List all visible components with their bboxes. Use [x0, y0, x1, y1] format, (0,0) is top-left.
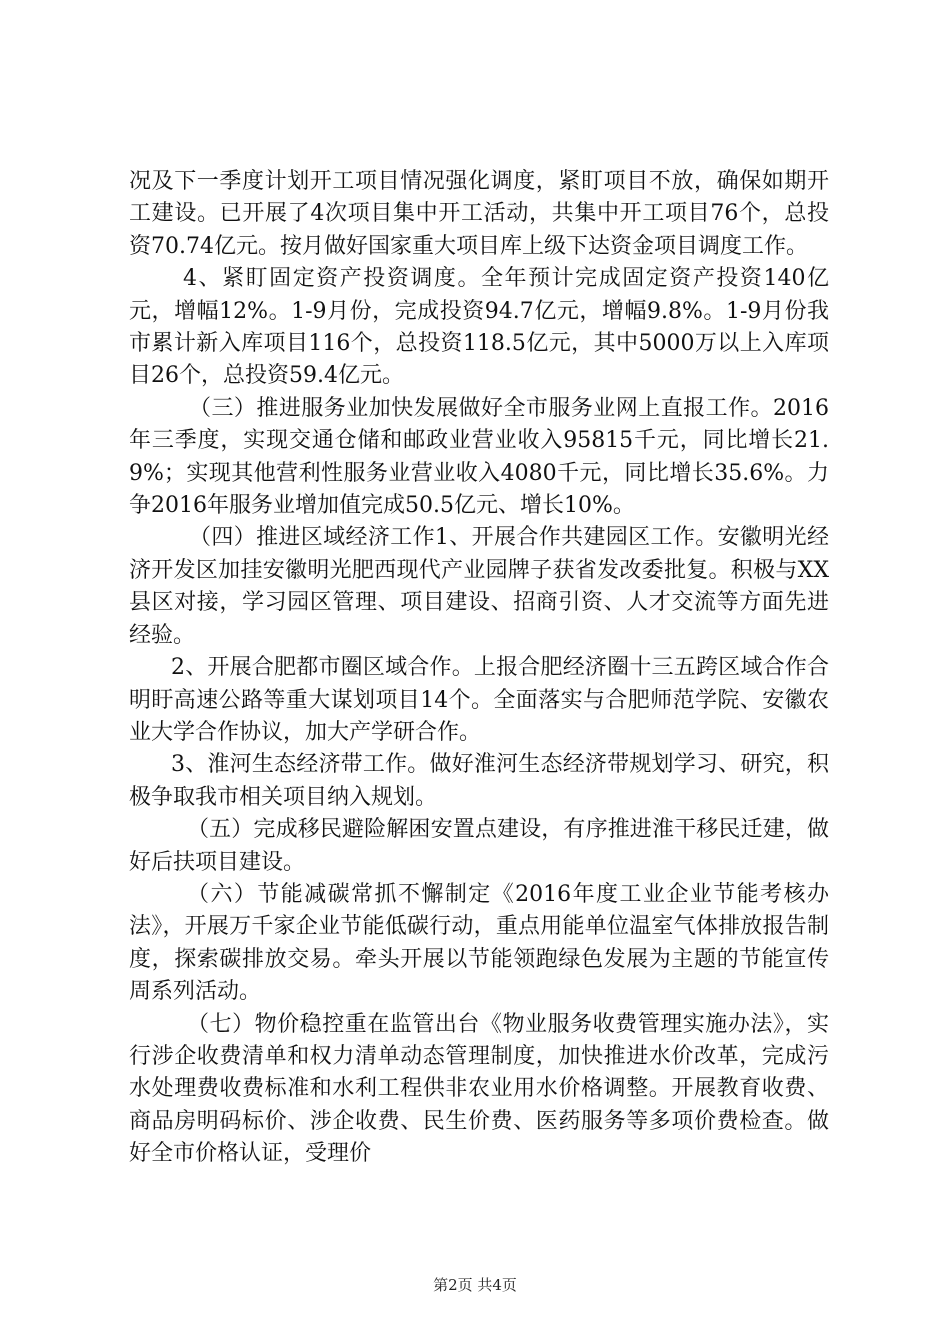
paragraph-huaihe-eco-belt: 3、淮河生态经济带工作。做好淮河生态经济带规划学习、研究，积极争取我市相关项目纳入规划。 — [129, 752, 829, 810]
paragraph-service-industry: （三）推进服务业加快发展做好全市服务业网上直报工作。2016年三季度，实现交通仓储和邮政业营业收入95815千元，同比增长21.9%；实现其他营利性服务业营业收入4080千元，同比增长35.6%。力争2016年服务业增加值完成50.5亿元、增长10%。 — [129, 395, 829, 519]
paragraph-fixed-asset-investment: 4、紧盯固定资产投资调度。全年预计完成固定资产投资140亿元，增幅12%。1-9月份，完成投资94.7亿元，增幅9.8%。1-9月份我市累计新入库项目116个，总投资118.5亿元，其中5000万以上入库项目26个，总投资59.4亿元。 — [129, 266, 829, 389]
page-number-footer: 第2页 共4页 — [433, 1276, 517, 1294]
paragraph-price-control: （七）物价稳控重在监管出台《物业服务收费管理实施办法》，实行涉企收费清单和权力清单动态管理制度，加快推进水价改革，完成污水处理费收费标准和水利工程供非农业用水价格调整。开展教育收费、商品房明码标价、涉企收费、民生价费、医药服务等多项价费检查。做好全市价格认证，受理价 — [129, 1011, 829, 1167]
paragraph-resettlement: （五）完成移民避险解困安置点建设，有序推进淮干移民迁建，做好后扶项目建设。 — [129, 817, 829, 875]
document-body — [129, 166, 829, 1171]
paragraph-project-scheduling: 况及下一季度计划开工项目情况强化调度，紧盯项目不放，确保如期开工建设。已开展了4次项目集中开工活动，共集中开工项目76个，总投资70.74亿元。按月做好国家重大项目库上级下达资金项目调度工作。 — [129, 169, 829, 259]
paragraph-hefei-metro-cooperation: 2、开展合肥都市圈区域合作。上报合肥经济圈十三五跨区域合作合明盱高速公路等重大谋划项目14个。全面落实与合肥师范学院、安徽农业大学合作协议，加大产学研合作。 — [129, 655, 829, 745]
paragraph-energy-saving: （六）节能减碳常抓不懈制定《2016年度工业企业节能考核办法》，开展万千家企业节能低碳行动，重点用能单位温室气体排放报告制度，探索碳排放交易。牵头开展以节能领跑绿色发展为主题的节能宣传周系列活动。 — [129, 881, 829, 1005]
paragraph-regional-economy: （四）推进区域经济工作1、开展合作共建园区工作。安徽明光经济开发区加挂安徽明光肥西现代产业园牌子获省发改委批复。积极与XX县区对接，学习园区管理、项目建设、招商引资、人才交流等方面先进经验。 — [129, 525, 829, 648]
